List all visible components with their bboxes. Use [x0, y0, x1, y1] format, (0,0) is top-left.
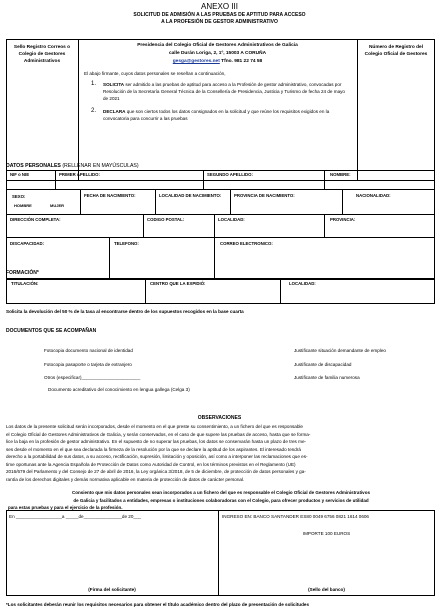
second-surname-field[interactable]: SEGUNDO APELLIDO:: [207, 172, 253, 177]
fee-refund-request[interactable]: Solicita la devolución del 50 % de la tasa al encontrarse dentro de los supuestos recogidos en la base cuarta: [6, 309, 244, 314]
item2-text: [103, 108, 349, 122]
sex-female-option[interactable]: MUJER: [50, 203, 65, 208]
observations-title: OBSERVACIONES: [197, 415, 242, 421]
observations-text: Los datos de la presente solicitud serán incorporados, desde el momento en el que preste su consentimiento, a un fichero del que es responsable el Colegio Oficial de Gestores Administrativos de Galicia, y serán conservados, en el caso de que supere las pruebas de acceso, hasta que se forma- lice la baja en la profesión de gestor administrativo. En el supuesto de no superar las pruebas, los datos se conservarán hasta un plazo de tres me- ses desde el momento en el que sea declarada la firmeza de la resolución por la que se declare la aptitud de los aspirantes. El interesado tendrá derecho a la portabilidad de sus datos, a su acceso, rectificación, supresión, limitación y oposición, así como a interponer las reclamaciones que es- time oportunas ante la Agencia Española de Protección de Datos como Autoridad de Control, en los términos previstos en el Reglamento (UE) 2016/679 del Parlamento y del Consejo de 27 de abril de 2016, la Ley orgánica 3/2018, de 5 de diciembre, de protección de datos personales y ga- rantía de los derechos digitales y demás normativa aplicable en materia de protección de datos de carácter personal.: [6, 424, 311, 482]
doc-unemployment[interactable]: Justificante situación demandante de empleo: [294, 348, 386, 353]
nationality-field[interactable]: NACIONALIDAD:: [356, 193, 391, 198]
education-table: [6, 278, 435, 304]
consent-text[interactable]: Consiento que mis datos personales sean incorporados a un fichero del que es responsable el Colegio Oficial de Gestores Administrativos de Galicia y facilitados a entidades, empresas o instituciones colaboradoras con el Colegio, para ofrecer productos y servicios de utilidad para estas pruebas y para el ejercicio de la profesión.: [8, 490, 370, 510]
doc-galician-language[interactable]: Documento acreditativo del conocimiento en lengua gallega (Celga 3): [48, 387, 190, 392]
education-section-title: FORMACIÓN*: [6, 270, 39, 276]
degree-field[interactable]: TITULACIÓN:: [11, 281, 39, 286]
item1-number: 1.: [91, 81, 97, 87]
signature-payment-box: [6, 510, 435, 596]
doc-disability[interactable]: Justificante de discapacidad: [294, 362, 352, 367]
form-title-line1: SOLICITUD DE ADMISIÓN A LAS PRUEBAS DE APTITUD PARA ACCESO: [133, 12, 306, 18]
item1-text: [103, 81, 349, 102]
item2-number: 2.: [91, 108, 97, 114]
recipient-contact: [80, 59, 355, 64]
form-title-line2: A LA PROFESIÓN DE GESTOR ADMINISTRATIVO: [161, 19, 278, 25]
bank-stamp-label: (Sello del banco): [308, 587, 345, 592]
birth-province-field[interactable]: PROVINCIA DE NACIMIENTO:: [234, 193, 295, 198]
registry-stamp-label: Sello Registro Correos o Colegio de Gestores Administrativos: [13, 45, 71, 64]
recipient-address: calle Durán Loriga, 2, 1º, 15003 A CORUÑA: [168, 51, 267, 56]
bank-deposit-info: INGRESO EN: BANCO SANTANDER ES80 0049 6756 0821 1614 0606: [222, 514, 369, 519]
personal-section-title: DATOS PERSONALES (RELLENAR EN MAYÚSCULAS): [6, 163, 139, 169]
name-field[interactable]: NOMBRE:: [330, 172, 351, 177]
postal-code-field[interactable]: CODIGO POSTAL:: [147, 217, 185, 222]
recipient-email-link[interactable]: gesga@gestores.net: [172, 59, 220, 64]
disability-field[interactable]: DISCAPACIDAD:: [10, 241, 45, 246]
registry-number-label: Número de Registro del Colegio Oficial de Gestores: [364, 45, 428, 57]
item2-body: que son ciertos todos los datos consignados en la solicitud y que reúne los requisitos exigidos en la convocatoria para concurrir a las pruebas: [103, 109, 330, 121]
nif-field[interactable]: NIF o NIE: [10, 172, 30, 177]
province-field[interactable]: PROVINCIA:: [330, 217, 356, 222]
place-date-line[interactable]: En __________________a _____de_______________de 20___: [9, 514, 142, 519]
intro-text: El abajo firmante, cuyos datos personales se reseñan a continuación,: [84, 71, 226, 76]
address-field[interactable]: DIRECCIÓN COMPLETA:: [10, 217, 61, 222]
phone-field[interactable]: TELEFONO:: [114, 241, 139, 246]
requirements-footnote: *Los solicitantes deberán reunir los requisitos necesarios para obtener el título académico dentro del plazo de presentación de solicitudes: [6, 602, 310, 607]
annex-title: ANEXO III: [201, 2, 238, 11]
item2-keyword: DECLARA: [103, 109, 126, 114]
recipient-title: Presidencia del Colegio Oficial de Gestores Administrativos de Galicia: [137, 43, 298, 48]
doc-other[interactable]: Otros (especificar)_______________________: [44, 375, 141, 380]
item1-body: ser admitido a las pruebas de aptitud para acceso a la Profesión de gestor administrativo, convocadas por Resolución de la Secretaría General Técnica de la Consellería de Presidencia, Justicia y Turismo de fecha 24 de mayo de 2021: [103, 82, 345, 101]
doc-large-family[interactable]: Justificante de familia numerosa: [294, 375, 360, 380]
birth-locality-field[interactable]: LOCALIDAD DE NACIMIENTO:: [159, 193, 222, 198]
first-surname-field[interactable]: PRIMER APELLIDO:: [59, 172, 100, 177]
item1-keyword: SOLICITA: [103, 82, 125, 87]
doc-passport[interactable]: Fotocopia pasaporte o tarjeta de extranjero: [44, 362, 132, 367]
recipient-phone: Tfno. 981 22 74 58: [219, 59, 263, 64]
birth-date-field[interactable]: FECHA DE NACIMIENTO:: [84, 193, 136, 198]
documents-section-title: DOCUMENTOS QUE SE ACOMPAÑAN: [6, 328, 97, 334]
locality-field[interactable]: LOCALIDAD:: [218, 217, 245, 222]
doc-id-card[interactable]: Fotocopia documento nacional de identidad: [44, 348, 133, 353]
sex-male-option[interactable]: HOMBRE: [14, 203, 32, 208]
sex-label: SEXO:: [12, 194, 26, 199]
education-locality-field[interactable]: LOCALIDAD:: [289, 281, 316, 286]
fee-amount: IMPORTE 100 EUROS: [302, 531, 351, 536]
personal-data-table: [6, 170, 435, 280]
email-field[interactable]: CORREO ELECTRONICO:: [220, 241, 273, 246]
applicant-signature-label: (Firma del solicitante): [88, 587, 136, 592]
issuing-center-field[interactable]: CENTRO QUE LA EXPIDIÓ:: [150, 281, 206, 286]
